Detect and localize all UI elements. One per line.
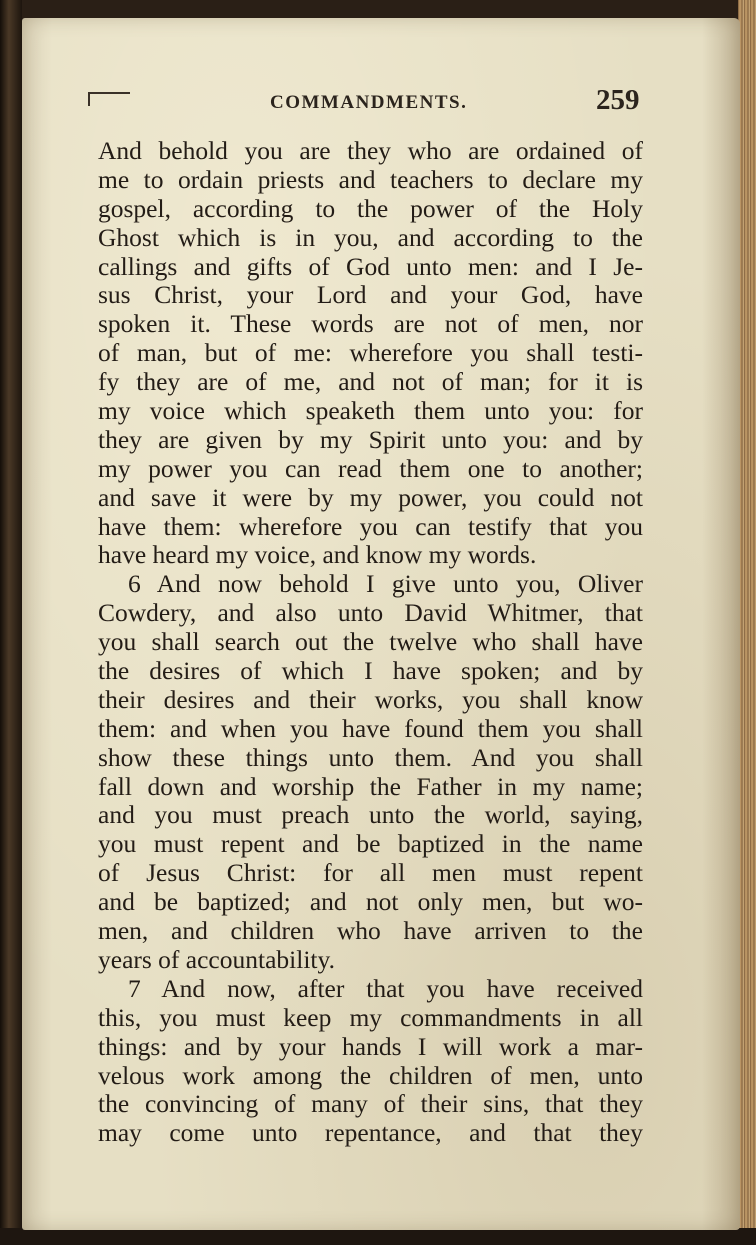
text-line: the desires of which I have spoken; and by: [98, 656, 643, 686]
text-line: and be baptized; and not only men, but wo-: [98, 887, 643, 917]
body-text: [98, 137, 643, 1148]
text-line: them: and when you have found them you shall: [98, 713, 643, 743]
text-line: Cowdery, and also unto David Whitmer, that: [98, 598, 643, 628]
running-title: COMMANDMENTS.: [270, 92, 468, 113]
text-line: spoken it. These words are not of men, nor: [98, 309, 643, 339]
text-line: the convincing of many of their sins, that they: [98, 1089, 643, 1119]
text-line: you must repent and be baptized in the name: [98, 829, 643, 859]
text-line: years of accountability.: [98, 944, 335, 974]
text-line: they are given by my Spirit unto you: and by: [98, 424, 643, 454]
text-line: you shall search out the twelve who shall have: [98, 627, 643, 657]
text-line: and save it were by my power, you could not: [98, 482, 643, 512]
text-line: Ghost which is in you, and according to the: [98, 222, 643, 252]
text-line: and you must preach unto the world, saying,: [98, 800, 643, 830]
text-line: 6 And now behold I give unto you, Oliver: [128, 569, 643, 599]
page-number: 259: [596, 84, 640, 116]
text-line: fy they are of me, and not of man; for it is: [98, 367, 643, 397]
text-line: callings and gifts of God unto men: and I Je-: [98, 251, 643, 281]
text-line: may come unto repentance, and that they: [98, 1118, 643, 1148]
text-line: And behold you are they who are ordained of: [98, 136, 643, 165]
text-line: velous work among the children of men, unto: [98, 1060, 643, 1090]
text-line: show these things unto them. And you shall: [98, 742, 643, 772]
text-line: my power you can read them one to another;: [98, 453, 643, 483]
text-line: sus Christ, your Lord and your God, have: [98, 280, 643, 310]
text-line: things: and by your hands I will work a mar-: [98, 1031, 643, 1061]
text-line: gospel, according to the power of the Holy: [98, 193, 643, 223]
corner-mark: [88, 92, 130, 106]
text-line: men, and children who have arriven to the: [98, 916, 643, 946]
text-line: this, you must keep my commandments in all: [98, 1002, 643, 1032]
text-line: have heard my voice, and know my words.: [98, 540, 537, 570]
text-line: 7 And now, after that you have received: [128, 973, 643, 1003]
text-line: of man, but of me: wherefore you shall testi-: [98, 338, 643, 368]
text-line: their desires and their works, you shall know: [98, 684, 643, 714]
text-line: have them: wherefore you can testify that you: [98, 511, 643, 541]
text-line: fall down and worship the Father in my name;: [98, 771, 643, 801]
text-line: of Jesus Christ: for all men must repent: [98, 858, 643, 888]
binding-edge: [0, 0, 22, 1245]
text-line: me to ordain priests and teachers to declare my: [98, 164, 643, 194]
text-line: my voice which speaketh them unto you: for: [98, 396, 643, 426]
page-stack-edge: [738, 0, 756, 1245]
bottom-edge: [0, 1228, 756, 1245]
